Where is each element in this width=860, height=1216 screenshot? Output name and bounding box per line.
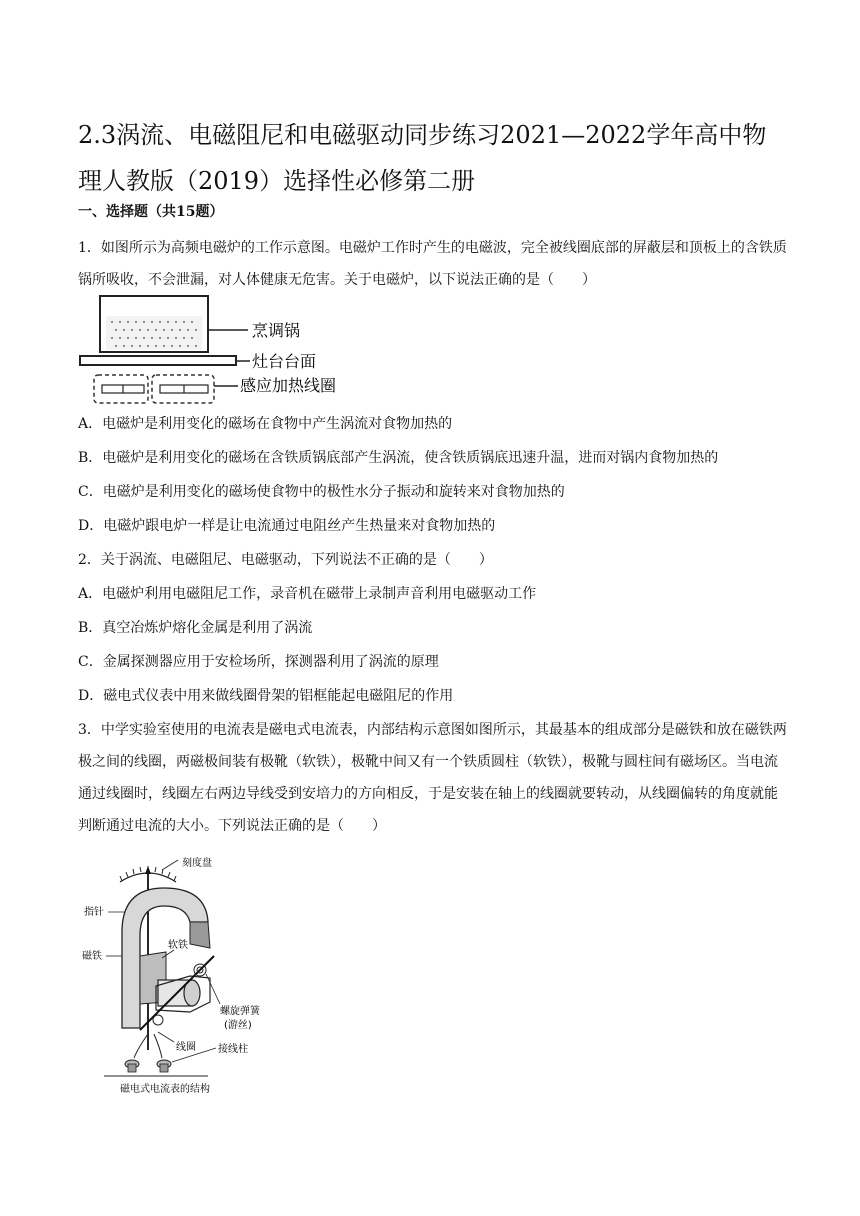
question-1-option-b: B．电磁炉是利用变化的磁场在含铁质锅底部产生涡流，使含铁质锅底迅速升温，进而对锅内食物加热的 xyxy=(78,450,719,466)
question-2-option-b: B．真空冶炼炉熔化金属是利用了涡流 xyxy=(78,620,313,636)
label-pointer: 指针 xyxy=(84,907,104,918)
page-title: 2.3涡流、电磁阻尼和电磁驱动同步练习2021—2022学年高中物理人教版（2019）选择性必修第二册 xyxy=(78,121,767,195)
question-2-stem: 2．关于涡流、电磁阻尼、电磁驱动，下列说法不正确的是（ ） xyxy=(78,552,493,568)
question-2-option-d: D．磁电式仪表中用来做线圈骨架的铝框能起电磁阻尼的作用 xyxy=(78,688,454,704)
question-2-option-c: C．金属探测器应用于安检场所，探测器利用了涡流的原理 xyxy=(78,654,439,670)
question-1-stem: 1．如图所示为高频电磁炉的工作示意图。电磁炉工作时产生的电磁波，完全被线圈底部的屏蔽层和顶板上的含铁质锅所吸收，不会泄漏，对人体健康无危害。关于电磁炉，以下说法正确的是（ ） xyxy=(78,240,787,288)
label-stovetop: 灶台台面 xyxy=(252,352,317,371)
question-1-option-d: D．电磁炉跟电炉一样是让电流通过电阻丝产生热量来对食物加热的 xyxy=(78,518,496,534)
label-dial: 刻度盘 xyxy=(182,858,212,869)
question-1-option-a: A．电磁炉是利用变化的磁场在食物中产生涡流对食物加热的 xyxy=(78,416,453,432)
question-1-option-c: C．电磁炉是利用变化的磁场使食物中的极性水分子振动和旋转来对食物加热的 xyxy=(78,484,565,500)
section-heading: 一、选择题（共15题） xyxy=(78,204,224,220)
question-3-stem: 3．中学实验室使用的电流表是磁电式电流表，内部结构示意图如图所示，其最基本的组成部分是磁铁和放在磁铁两极之间的线圈，两磁极间装有极靴（软铁），极靴中间又有一个铁质圆柱（软铁），极靴与圆柱间有磁场区。当电流通过线圈时，线圈左右两边导线受到安培力的方向相反，于是安装在轴上的线圈就要转动，从线圈偏转的角度就能判断通过电流的大小。下列说法正确的是（ ） xyxy=(78,722,787,834)
label-soft-iron: 软铁 xyxy=(168,940,188,951)
figure-caption: 磁电式电流表的结构 xyxy=(120,1084,210,1095)
label-coil: 线圈 xyxy=(176,1042,196,1053)
galvanometer-figure xyxy=(78,852,288,1098)
label-cooking-pot: 烹调锅 xyxy=(252,321,301,340)
label-hairspring: (游丝) xyxy=(224,1020,252,1031)
label-spiral-spring: 螺旋弹簧 xyxy=(220,1006,260,1017)
induction-cooker-figure xyxy=(78,290,368,410)
label-induction-coil: 感应加热线圈 xyxy=(240,376,337,395)
label-magnet: 磁铁 xyxy=(82,951,102,962)
label-terminal: 接线柱 xyxy=(218,1044,248,1055)
question-2-option-a: A．电磁炉利用电磁阻尼工作，录音机在磁带上录制声音利用电磁驱动工作 xyxy=(78,586,537,602)
